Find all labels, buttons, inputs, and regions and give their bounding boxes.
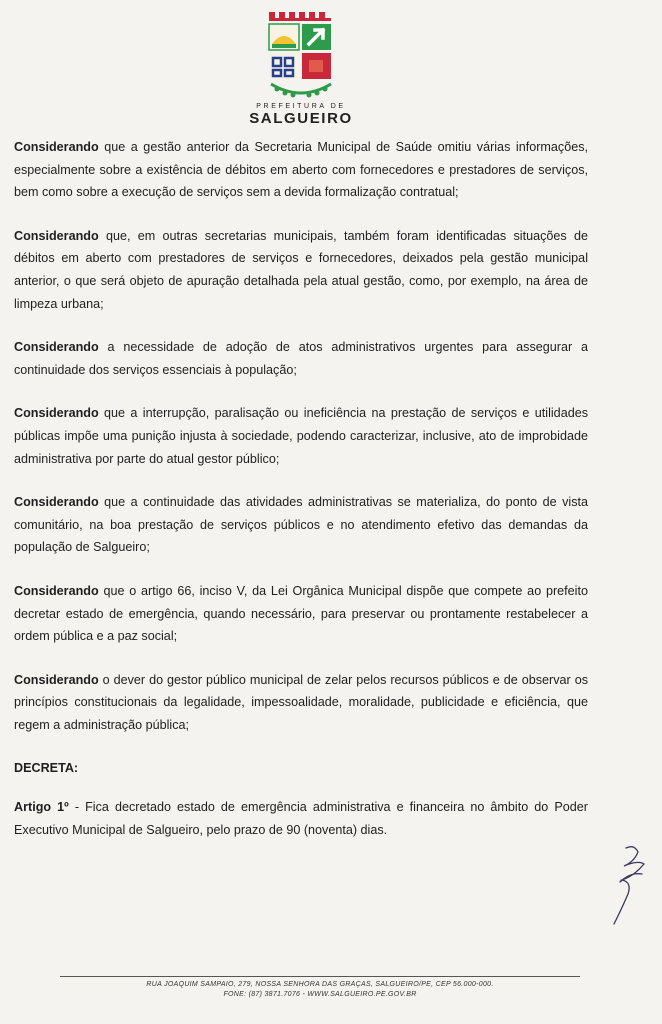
article-lead: Artigo 1º — [14, 800, 69, 815]
considerando-paragraph — [14, 402, 588, 470]
paragraph-lead: Considerando — [14, 583, 99, 598]
paragraph-text: que o artigo 66, inciso V, da Lei Orgânica Municipal dispõe que compete ao prefeito decretar estado de emergência, quando necessário, para preservar ou prontamente restabelecer a ordem pública e a paz social; — [14, 583, 588, 644]
prefeitura-name: SALGUEIRO — [249, 110, 353, 127]
signature-icon — [604, 842, 650, 930]
considerando-paragraph — [14, 491, 588, 559]
decreta-heading: DECRETA: — [14, 761, 79, 776]
prefeitura-subtitle: PREFEITURA DE — [256, 103, 346, 110]
paragraph-text: o dever do gestor público municipal de zelar pelos recursos públicos e de observar os princípios constitucionais da legalidade, impessoalidade, moralidade, publicidade e eficiência, que regem a administração pública; — [14, 672, 588, 732]
paragraph-text: que a interrupção, paralisação ou ineficiência na prestação de serviços e utilidades públicas impõe uma punição injusta à sociedade, podendo caracterizar, inclusive, ato de improbidade administrativa por parte do atual gestor público; — [14, 406, 588, 466]
page-footer — [40, 980, 600, 1000]
paragraph-lead: Considerando — [14, 672, 99, 687]
considerando-paragraph — [14, 225, 588, 315]
considerando-paragraph — [14, 136, 588, 204]
paragraph-text: que a continuidade das atividades administrativas se materializa, do ponto de vista comunitário, na boa prestação de serviços públicos e no atendimento efetivo das demandas da população de Salgueiro; — [14, 495, 588, 555]
paragraph-lead: Considerando — [14, 140, 99, 154]
footer-address: RUA JOAQUIM SAMPAIO, 279, NOSSA SENHORA DAS GRAÇAS, SALGUEIRO/PE, CEP 56.000-000. — [146, 981, 494, 988]
paragraph-text: que a gestão anterior da Secretaria Municipal de Saúde omitiu várias informações, especialmente sobre a existência de débitos em aberto com fornecedores e prestadores de serviços, bem como sobre a execução de serviços sem a devida formalização contratual; — [14, 140, 588, 200]
prefeitura-logo — [236, 10, 366, 135]
paragraph-lead: Considerando — [14, 406, 99, 421]
paragraph-lead: Considerando — [14, 340, 99, 355]
paragraph-text: a necessidade de adoção de atos administrativos urgentes para assegurar a continuidade dos serviços essenciais à população; — [14, 340, 588, 377]
coat-of-arms-icon — [263, 10, 339, 102]
paragraph-lead: Considerando — [14, 228, 99, 243]
paragraph-lead: Considerando — [14, 495, 99, 510]
footer-divider — [60, 976, 580, 977]
considerando-paragraph — [14, 669, 588, 737]
considerando-paragraph — [14, 336, 588, 381]
article-1 — [14, 796, 588, 841]
article-text: - Fica decretado estado de emergência administrativa e financeira no âmbito do Poder Executivo Municipal de Salgueiro, pelo prazo de 90 (noventa) dias. — [14, 800, 588, 837]
footer-contact: FONE: (87) 3871.7076 - WWW.SALGUEIRO.PE.GOV.BR — [223, 991, 417, 998]
paragraph-text: que, em outras secretarias municipais, também foram identificadas situações de débitos em aberto com prestadores de serviços e fornecedores, deixados pela gestão municipal anterior, o que será objeto de apuração detalhada pela atual gestão, como, por exemplo, na área de limpeza urbana; — [14, 228, 588, 311]
considerando-paragraph — [14, 580, 588, 648]
decree-body — [14, 136, 588, 862]
